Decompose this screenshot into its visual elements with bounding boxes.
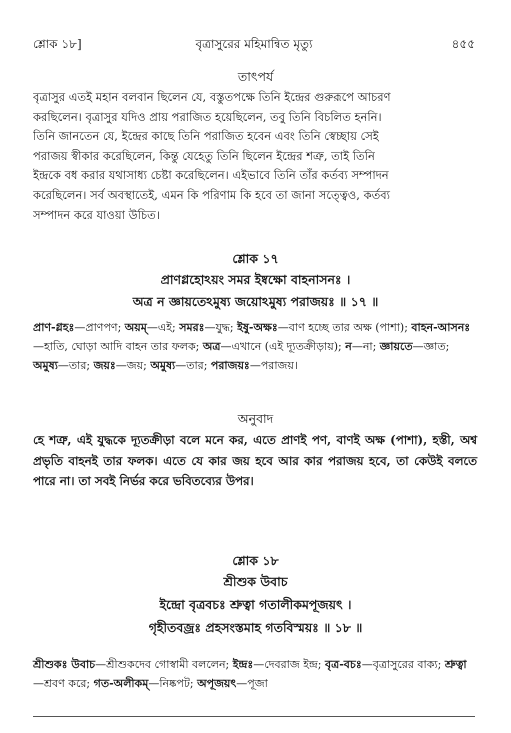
verse-17-translation: হে শত্রু, এই যুদ্ধকে দ্যূতক্রীড়া বলে মনে কর, এতে প্রাণই পণ, বাণই অক্ষ (পাশা), হস্তী, অশ্ব প্রভৃতি বাহনই তার ফলক। এতে যে কার জয় হবে আর কার পরাজয় হবে, তা কেউই বলতে পারে না। তা সবই নির্ভর করে ভবিতব্যের উপর। (33, 433, 477, 488)
purport-line: বৃত্রাসুর এতই মহান বলবান ছিলেন যে, বস্তুতপক্ষে তিনি ইন্দ্রের গুরুরূপে আচরণ (33, 90, 391, 104)
verse-17-line-1: প্রাণগ্লহোঽয়ং সমর ইষ্বক্ষো বাহনাসনঃ । (160, 272, 351, 287)
translation-heading: অনুবাদ (237, 411, 274, 426)
synonym-meaning: —বৃত্রাসুরের বাক্য; (361, 658, 445, 671)
page-bottom-rule (33, 716, 475, 717)
synonym-word: অমুষ্য (150, 358, 176, 372)
purport-line: ইন্দ্রকে বধ করার যথাসাধ্য চেষ্টা করেছিলেন। এইভাবে তিনি তাঁর কর্তব্য সম্পাদন (33, 168, 389, 183)
synonym-meaning: —পূজা (236, 676, 268, 690)
synonym-word: জয়ঃ (93, 358, 116, 372)
synonym-word: বাহন-আসনঃ (411, 321, 471, 334)
purport-line: সম্পাদন করে যাওয়া উচিত। (33, 207, 160, 222)
synonym-word: অয়ম্ (124, 321, 147, 334)
synonym-word: শ্রুত্বা (444, 658, 467, 671)
synonym-meaning: —তার; (57, 358, 94, 372)
verse-17-synonyms (33, 319, 477, 375)
synonym-meaning: —এই; (146, 321, 180, 334)
synonym-word: গত-অলীকম্ (93, 676, 149, 690)
verse-18-line-2: গৃহীতবজ্রঃ প্রহসংস্তমাহ গতবিস্ময়ঃ ॥ ১৮ ॥ (148, 620, 363, 635)
synonym-meaning: —না; (351, 339, 380, 353)
purport-text (33, 88, 477, 225)
purport-line: করছিলেন। বৃত্রাসুর যদিও প্রায় পরাজিত হয়েছিলেন, তবু তিনি বিচলিত হননি। (33, 109, 382, 124)
synonym-meaning: —প্রাণপণ; (74, 321, 125, 334)
synonym-word: সমরঃ (179, 321, 205, 334)
synonym-meaning: —যুদ্ধ; (204, 321, 238, 334)
synonym-meaning: —বাণ হচ্ছে তার অক্ষ (পাশা); (277, 321, 412, 334)
purport-line: পরাজয় স্বীকার করেছিলেন, কিন্তু যেহেতু তিনি ছিলেন ইন্দ্রের শত্রু, তাই তিনি (33, 148, 375, 163)
synonym-meaning: —নিষ্কপট; (148, 676, 198, 690)
synonym-word: প্রাণ-গ্লহঃ (33, 321, 75, 334)
synonym-meaning: —এখানে (এই দ্যূতক্রীড়ায়); (220, 339, 346, 353)
synonym-word: অত্র (202, 339, 221, 353)
chapter-title: বৃত্রাসুরের মহিমান্বিত মৃত্যু (195, 37, 313, 51)
synonym-meaning: —তার; (175, 358, 211, 372)
running-header (33, 36, 475, 54)
verse-reference: শ্লোক ১৮] (33, 37, 82, 51)
purport-line: করেছিলেন। সর্ব অবস্থাতেই, এমন কি পরিণাম কি হবে তা জানা সত্ত্বেও, কর্তব্য (33, 187, 390, 202)
synonym-word: জ্ঞায়তে (379, 339, 413, 353)
verse-18-line-1: ইন্দ্রো বৃত্রবচঃ শ্রুত্বা গতালীকমপূজয়ৎ । (159, 597, 352, 612)
synonym-meaning: —শ্রবণ করে; (33, 676, 94, 690)
synonym-meaning: —জ্ঞাত; (412, 339, 450, 353)
synonym-word: অপূজয়ৎ (197, 676, 237, 690)
page-number: ৪৫৫ (451, 37, 475, 51)
synonym-meaning: —দেবরাজ ইন্দ্র; (253, 658, 326, 671)
synonym-word: পরাজয়ঃ (210, 358, 250, 372)
synonym-word: শ্রীশুকঃ উবাচ (33, 658, 96, 671)
purport-heading: তাৎপর্য (237, 69, 274, 84)
synonym-word: ইষু-অক্ষঃ (237, 321, 278, 334)
verse-17-heading: শ্লোক ১৭ (232, 251, 279, 266)
synonym-meaning: —পরাজয়। (249, 358, 298, 372)
verse-18-heading: শ্লোক ১৮ (232, 553, 279, 568)
synonym-word: ন (345, 339, 352, 353)
purport-line: তিনি জানতেন যে, ইন্দ্রের কাছে তিনি পরাজিত হবেন এবং তিনি স্বেচ্ছায় সেই (33, 129, 379, 144)
synonym-word: বৃত্র-বচঃ (325, 658, 362, 671)
synonym-meaning: —শ্রীশুকদেব গোস্বামী বললেন; (95, 658, 233, 671)
synonym-meaning: —হাতি, ঘোড়া আদি বাহন তার ফলক; (33, 339, 203, 353)
synonym-word: ইন্দ্রঃ (232, 658, 254, 671)
synonym-meaning: —জয়; (115, 358, 151, 372)
verse-18-synonyms (33, 656, 477, 694)
verse-17-line-2: অত্র ন জ্ঞায়তেঽমুষ্য জয়োঽমুষ্য পরাজয়ঃ ॥ ১৭ ॥ (132, 294, 379, 309)
synonym-word: অমুষ্য (33, 358, 58, 372)
verse-18-speaker: শ্রীশুক উবাচ (223, 574, 288, 589)
